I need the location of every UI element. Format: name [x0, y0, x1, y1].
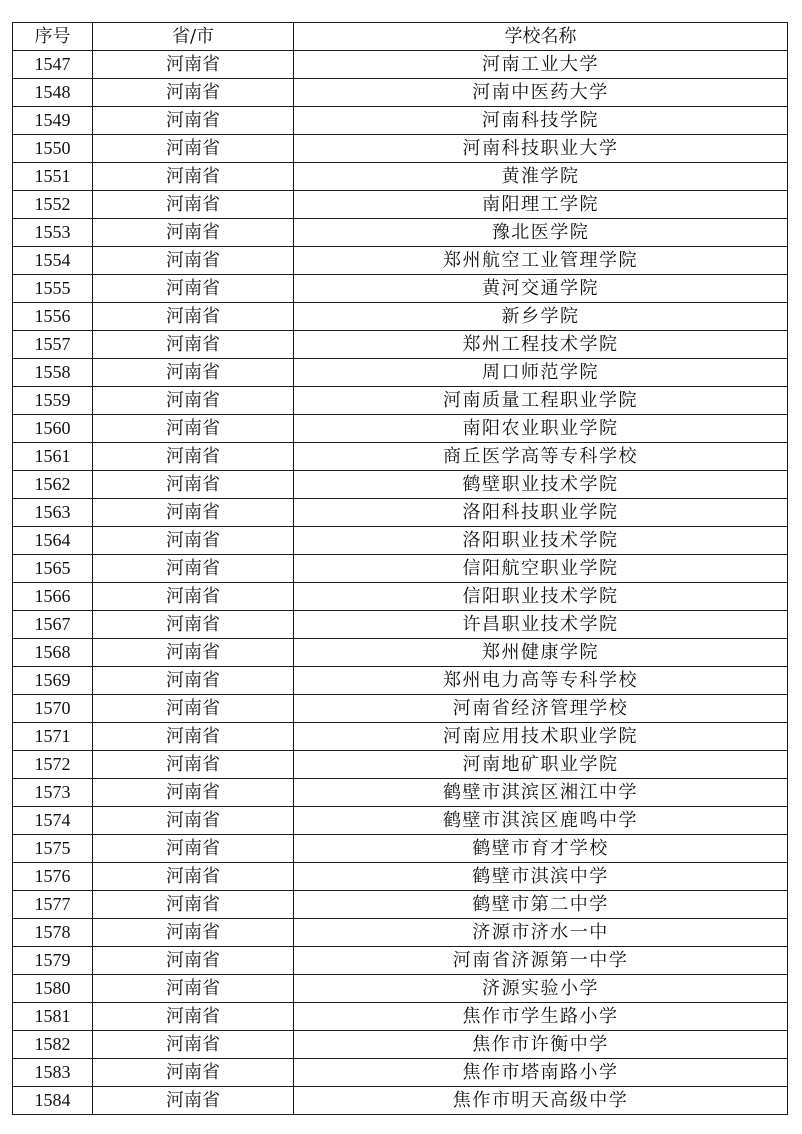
table-row	[13, 947, 788, 975]
serial-number-cell: 1568	[13, 639, 93, 667]
province-cell: 河南省	[93, 555, 294, 583]
serial-number-cell: 1569	[13, 667, 93, 695]
school-name-cell: 河南工业大学	[294, 51, 788, 79]
school-name-cell: 鹤壁市第二中学	[294, 891, 788, 919]
table-row	[13, 807, 788, 835]
serial-number-cell: 1583	[13, 1059, 93, 1087]
table-row	[13, 527, 788, 555]
school-name-cell: 河南应用技术职业学院	[294, 723, 788, 751]
school-name-cell: 许昌职业技术学院	[294, 611, 788, 639]
school-name-cell: 郑州电力高等专科学校	[294, 667, 788, 695]
serial-number-cell: 1579	[13, 947, 93, 975]
school-name-cell: 南阳理工学院	[294, 191, 788, 219]
school-name-cell: 济源市济水一中	[294, 919, 788, 947]
province-cell: 河南省	[93, 135, 294, 163]
serial-number-cell: 1557	[13, 331, 93, 359]
school-name-cell: 南阳农业职业学院	[294, 415, 788, 443]
province-cell: 河南省	[93, 1087, 294, 1115]
serial-number-cell: 1575	[13, 835, 93, 863]
province-cell: 河南省	[93, 443, 294, 471]
province-cell: 河南省	[93, 387, 294, 415]
table-row	[13, 415, 788, 443]
province-cell: 河南省	[93, 191, 294, 219]
serial-number-cell: 1549	[13, 107, 93, 135]
serial-number-cell: 1581	[13, 1003, 93, 1031]
school-name-cell: 焦作市明天高级中学	[294, 1087, 788, 1115]
province-cell: 河南省	[93, 947, 294, 975]
school-name-cell: 鹤壁市育才学校	[294, 835, 788, 863]
province-cell: 河南省	[93, 163, 294, 191]
document-page	[12, 22, 787, 1115]
table-row	[13, 751, 788, 779]
header-school-name: 学校名称	[294, 23, 788, 51]
header-row	[13, 23, 788, 51]
province-cell: 河南省	[93, 415, 294, 443]
school-name-cell: 周口师范学院	[294, 359, 788, 387]
serial-number-cell: 1572	[13, 751, 93, 779]
table-row	[13, 919, 788, 947]
table-row	[13, 779, 788, 807]
province-cell: 河南省	[93, 695, 294, 723]
province-cell: 河南省	[93, 751, 294, 779]
school-name-cell: 河南地矿职业学院	[294, 751, 788, 779]
table-row	[13, 975, 788, 1003]
table-row	[13, 163, 788, 191]
school-name-cell: 郑州工程技术学院	[294, 331, 788, 359]
province-cell: 河南省	[93, 891, 294, 919]
school-name-cell: 洛阳职业技术学院	[294, 527, 788, 555]
province-cell: 河南省	[93, 107, 294, 135]
province-cell: 河南省	[93, 1003, 294, 1031]
serial-number-cell: 1580	[13, 975, 93, 1003]
table-row	[13, 695, 788, 723]
serial-number-cell: 1577	[13, 891, 93, 919]
table-body	[13, 51, 788, 1115]
province-cell: 河南省	[93, 527, 294, 555]
serial-number-cell: 1556	[13, 303, 93, 331]
table-row	[13, 1059, 788, 1087]
province-cell: 河南省	[93, 499, 294, 527]
province-cell: 河南省	[93, 275, 294, 303]
province-cell: 河南省	[93, 331, 294, 359]
province-cell: 河南省	[93, 611, 294, 639]
table-row	[13, 443, 788, 471]
school-name-cell: 郑州航空工业管理学院	[294, 247, 788, 275]
school-name-cell: 河南科技学院	[294, 107, 788, 135]
province-cell: 河南省	[93, 919, 294, 947]
table-row	[13, 583, 788, 611]
school-name-cell: 郑州健康学院	[294, 639, 788, 667]
serial-number-cell: 1563	[13, 499, 93, 527]
table-row	[13, 723, 788, 751]
province-cell: 河南省	[93, 835, 294, 863]
table-row	[13, 79, 788, 107]
province-cell: 河南省	[93, 1059, 294, 1087]
table-row	[13, 387, 788, 415]
serial-number-cell: 1562	[13, 471, 93, 499]
school-name-cell: 信阳职业技术学院	[294, 583, 788, 611]
table-row	[13, 219, 788, 247]
serial-number-cell: 1570	[13, 695, 93, 723]
table-row	[13, 639, 788, 667]
serial-number-cell: 1582	[13, 1031, 93, 1059]
serial-number-cell: 1571	[13, 723, 93, 751]
school-name-cell: 河南省济源第一中学	[294, 947, 788, 975]
school-name-cell: 商丘医学高等专科学校	[294, 443, 788, 471]
table-row	[13, 359, 788, 387]
serial-number-cell: 1564	[13, 527, 93, 555]
serial-number-cell: 1565	[13, 555, 93, 583]
table-row	[13, 667, 788, 695]
school-name-cell: 鹤壁市淇滨区鹿鸣中学	[294, 807, 788, 835]
table-row	[13, 247, 788, 275]
school-table	[12, 22, 788, 1115]
province-cell: 河南省	[93, 975, 294, 1003]
table-row	[13, 275, 788, 303]
serial-number-cell: 1574	[13, 807, 93, 835]
table-header	[13, 23, 788, 51]
table-row	[13, 471, 788, 499]
school-name-cell: 新乡学院	[294, 303, 788, 331]
province-cell: 河南省	[93, 583, 294, 611]
province-cell: 河南省	[93, 303, 294, 331]
header-province: 省/市	[93, 23, 294, 51]
school-name-cell: 河南中医药大学	[294, 79, 788, 107]
serial-number-cell: 1558	[13, 359, 93, 387]
header-serial-number: 序号	[13, 23, 93, 51]
table-row	[13, 191, 788, 219]
school-name-cell: 黄河交通学院	[294, 275, 788, 303]
table-row	[13, 303, 788, 331]
school-name-cell: 河南科技职业大学	[294, 135, 788, 163]
serial-number-cell: 1547	[13, 51, 93, 79]
school-name-cell: 黄淮学院	[294, 163, 788, 191]
province-cell: 河南省	[93, 359, 294, 387]
school-name-cell: 焦作市塔南路小学	[294, 1059, 788, 1087]
serial-number-cell: 1578	[13, 919, 93, 947]
table-row	[13, 555, 788, 583]
school-name-cell: 鹤壁市淇滨中学	[294, 863, 788, 891]
table-row	[13, 835, 788, 863]
province-cell: 河南省	[93, 779, 294, 807]
school-name-cell: 济源实验小学	[294, 975, 788, 1003]
table-row	[13, 1087, 788, 1115]
province-cell: 河南省	[93, 723, 294, 751]
table-row	[13, 1003, 788, 1031]
table-row	[13, 1031, 788, 1059]
province-cell: 河南省	[93, 667, 294, 695]
province-cell: 河南省	[93, 807, 294, 835]
province-cell: 河南省	[93, 79, 294, 107]
serial-number-cell: 1552	[13, 191, 93, 219]
serial-number-cell: 1561	[13, 443, 93, 471]
province-cell: 河南省	[93, 639, 294, 667]
school-name-cell: 鹤壁市淇滨区湘江中学	[294, 779, 788, 807]
table-row	[13, 331, 788, 359]
province-cell: 河南省	[93, 247, 294, 275]
serial-number-cell: 1576	[13, 863, 93, 891]
serial-number-cell: 1551	[13, 163, 93, 191]
table-row	[13, 499, 788, 527]
province-cell: 河南省	[93, 1031, 294, 1059]
serial-number-cell: 1566	[13, 583, 93, 611]
school-name-cell: 豫北医学院	[294, 219, 788, 247]
table-row	[13, 107, 788, 135]
table-row	[13, 51, 788, 79]
serial-number-cell: 1555	[13, 275, 93, 303]
school-name-cell: 河南质量工程职业学院	[294, 387, 788, 415]
table-row	[13, 611, 788, 639]
school-name-cell: 鹤壁职业技术学院	[294, 471, 788, 499]
serial-number-cell: 1554	[13, 247, 93, 275]
school-name-cell: 焦作市学生路小学	[294, 1003, 788, 1031]
serial-number-cell: 1550	[13, 135, 93, 163]
school-name-cell: 洛阳科技职业学院	[294, 499, 788, 527]
school-name-cell: 河南省经济管理学校	[294, 695, 788, 723]
serial-number-cell: 1553	[13, 219, 93, 247]
province-cell: 河南省	[93, 51, 294, 79]
province-cell: 河南省	[93, 863, 294, 891]
province-cell: 河南省	[93, 219, 294, 247]
serial-number-cell: 1567	[13, 611, 93, 639]
province-cell: 河南省	[93, 471, 294, 499]
school-name-cell: 焦作市许衡中学	[294, 1031, 788, 1059]
school-name-cell: 信阳航空职业学院	[294, 555, 788, 583]
table-row	[13, 135, 788, 163]
serial-number-cell: 1548	[13, 79, 93, 107]
serial-number-cell: 1559	[13, 387, 93, 415]
table-row	[13, 891, 788, 919]
serial-number-cell: 1584	[13, 1087, 93, 1115]
serial-number-cell: 1560	[13, 415, 93, 443]
serial-number-cell: 1573	[13, 779, 93, 807]
table-row	[13, 863, 788, 891]
